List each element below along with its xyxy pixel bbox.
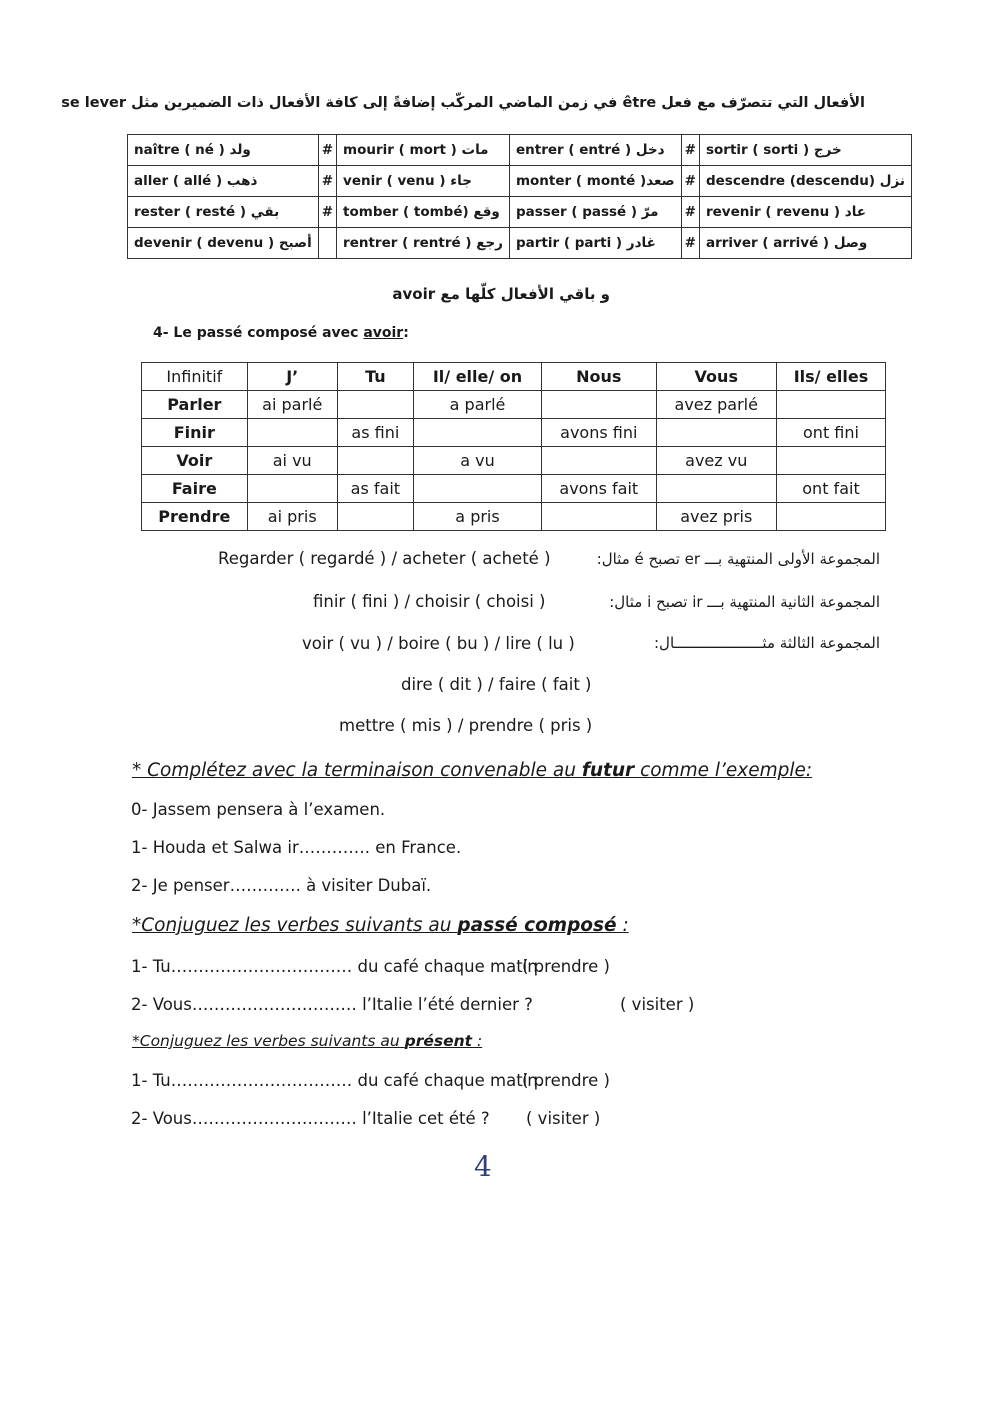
etre-table-cell: venir ( venu ) جاء [337,166,510,197]
present-item-1-verb: ( prendre ) [522,1071,610,1090]
etre-table-separator: # [681,228,699,259]
futur-item-0: 0- Jassem pensera à l’examen. [131,800,386,819]
etre-table-row [128,197,912,228]
futur-item-2: 2- Je penser…………. à visiter Dubaï. [131,876,432,895]
avoir-table-cell [337,503,413,531]
etre-table-cell: naître ( né ) ولد [128,135,319,166]
etre-verbs-table [127,134,912,259]
avoir-table-cell: avez pris [656,503,776,531]
section4-title-prefix: 4- Le passé composé avec [153,325,364,341]
passe-item-1: 1- Tu…………………………… du café chaque matin. [131,957,543,976]
avoir-table-cell: avez parlé [656,391,776,419]
avoir-table-cell [413,419,541,447]
etre-table-row [128,228,912,259]
etre-table-separator: # [681,135,699,166]
avoir-table-verb: Finir [142,419,248,447]
avoir-table-verb: Faire [142,475,248,503]
futur-title-prefix: * Complétez avec la terminaison convenable au [132,760,582,781]
section4-title-suffix: : [403,325,409,341]
avoir-note: و باقي الأفعال كلّها مع avoir [392,285,610,303]
avoir-table-row [142,419,886,447]
avoir-table-cell [542,391,656,419]
etre-table-row [128,135,912,166]
etre-table-cell: rentrer ( rentré ) رجع [337,228,510,259]
avoir-table-row [142,447,886,475]
etre-table-cell: revenir ( revenu ) عاد [699,197,911,228]
etre-table-separator: # [318,135,336,166]
avoir-table-cell [656,475,776,503]
etre-table-row [128,166,912,197]
present-title-prefix: *Conjuguez les verbes suivants au [132,1032,405,1050]
rule-group3-example-3: mettre ( mis ) / prendre ( pris ) [339,716,593,735]
page-number: 4 [474,1150,492,1183]
etre-table-cell: mourir ( mort ) مات [337,135,510,166]
avoir-table-cell: as fait [337,475,413,503]
present-item-1: 1- Tu…………………………… du café chaque matin. [131,1071,543,1090]
passe-item-1-verb: ( prendre ) [522,957,610,976]
passe-exercise-title [132,915,629,936]
avoir-table-cell [777,391,886,419]
passe-item-2: 2- Vous………………………… l’Italie l’été dernier ? [131,995,533,1014]
etre-heading: الأفعال التي تتصرّف مع فعل être في زمن الماضي المركّب إضافةً إلى كافة الأفعال ذات الضميرين مثل se lever [61,95,865,111]
rule-group3-example-2: dire ( dit ) / faire ( fait ) [401,675,592,694]
avoir-table-cell: a pris [413,503,541,531]
section4-title [153,325,409,341]
avoir-table-cell [542,503,656,531]
etre-table-cell: descendre (descendu) نزل [699,166,911,197]
etre-table-separator: # [681,166,699,197]
avoir-table-cell: avez vu [656,447,776,475]
avoir-table-cell: avons fait [542,475,656,503]
avoir-table-verb: Parler [142,391,248,419]
etre-table-cell: arriver ( arrivé ) وصل [699,228,911,259]
etre-table-cell: aller ( allé ) ذهب [128,166,319,197]
avoir-table-cell: ai pris [247,503,337,531]
avoir-table-row [142,391,886,419]
avoir-table-cell [337,447,413,475]
avoir-table-header: Ils/ elles [777,363,886,391]
avoir-table-header: Tu [337,363,413,391]
avoir-table-cell: ont fini [777,419,886,447]
rule-group2-ar: المجموعة الثانية المنتهية بـــ ir تصبح i مثال: [609,593,880,611]
etre-table-cell: sortir ( sorti ) خرج [699,135,911,166]
etre-table-separator: # [681,197,699,228]
avoir-table-header: Nous [542,363,656,391]
present-item-2: 2- Vous………………………… l’Italie cet été ? [131,1109,490,1128]
passe-title-prefix: *Conjuguez les verbes suivants au [132,915,458,936]
section4-title-word: avoir [363,325,404,341]
etre-table-cell: tomber ( tombé) وقع [337,197,510,228]
futur-item-1: 1- Houda et Salwa ir…………. en France. [131,838,462,857]
avoir-table-header: Vous [656,363,776,391]
etre-table-separator: # [318,166,336,197]
rule-group3-ar: المجموعة الثالثة مثــــــــــــــــــــال: [654,634,880,652]
etre-table-cell: monter ( monté )صعد [509,166,681,197]
passe-item-2-verb: ( visiter ) [620,995,695,1014]
etre-table-cell: entrer ( entré ) دخل [509,135,681,166]
rule-group2-example: finir ( fini ) / choisir ( choisi ) [313,592,546,611]
avoir-conjugation-table [141,362,886,531]
avoir-table-cell [777,447,886,475]
rule-group3-example-1: voir ( vu ) / boire ( bu ) / lire ( lu ) [302,634,575,653]
avoir-table-cell: ont fait [777,475,886,503]
avoir-table-header: Infinitif [142,363,248,391]
etre-table-separator: # [318,197,336,228]
present-item-2-verb: ( visiter ) [526,1109,601,1128]
futur-title-suffix: comme l’exemple: [634,760,813,781]
avoir-table-cell: a vu [413,447,541,475]
rule-group1-example: Regarder ( regardé ) / acheter ( acheté ) [218,549,551,568]
avoir-table-cell: ai vu [247,447,337,475]
avoir-table-cell: a parlé [413,391,541,419]
avoir-table-verb: Voir [142,447,248,475]
avoir-table-cell: ai parlé [247,391,337,419]
avoir-table-cell [247,475,337,503]
etre-table-cell: passer ( passé ) مرّ [509,197,681,228]
etre-table-cell: partir ( parti ) غادر [509,228,681,259]
avoir-table-row [142,503,886,531]
avoir-table-cell [542,447,656,475]
avoir-table-verb: Prendre [142,503,248,531]
avoir-table-cell: as fini [337,419,413,447]
avoir-table-cell [777,503,886,531]
futur-title-bold: futur [581,760,635,781]
avoir-table-cell [656,419,776,447]
etre-table-cell: devenir ( devenu ) أصبح [128,228,319,259]
avoir-table-cell [337,391,413,419]
avoir-table-header: J’ [247,363,337,391]
present-exercise-title [132,1032,482,1050]
present-title-suffix: : [472,1032,483,1050]
avoir-table-header-row [142,363,886,391]
avoir-table-cell [247,419,337,447]
passe-title-bold: passé composé [457,915,617,936]
avoir-table-cell: avons fini [542,419,656,447]
futur-exercise-title [132,760,812,781]
avoir-table-row [142,475,886,503]
etre-table-cell: rester ( resté ) بقي [128,197,319,228]
avoir-table-header: Il/ elle/ on [413,363,541,391]
rule-group1-ar: المجموعة الأولى المنتهية بـــ er تصبح é مثال: [596,550,880,568]
passe-title-suffix: : [616,915,629,936]
etre-table-separator [318,228,336,259]
present-title-bold: présent [404,1032,473,1050]
avoir-table-cell [413,475,541,503]
